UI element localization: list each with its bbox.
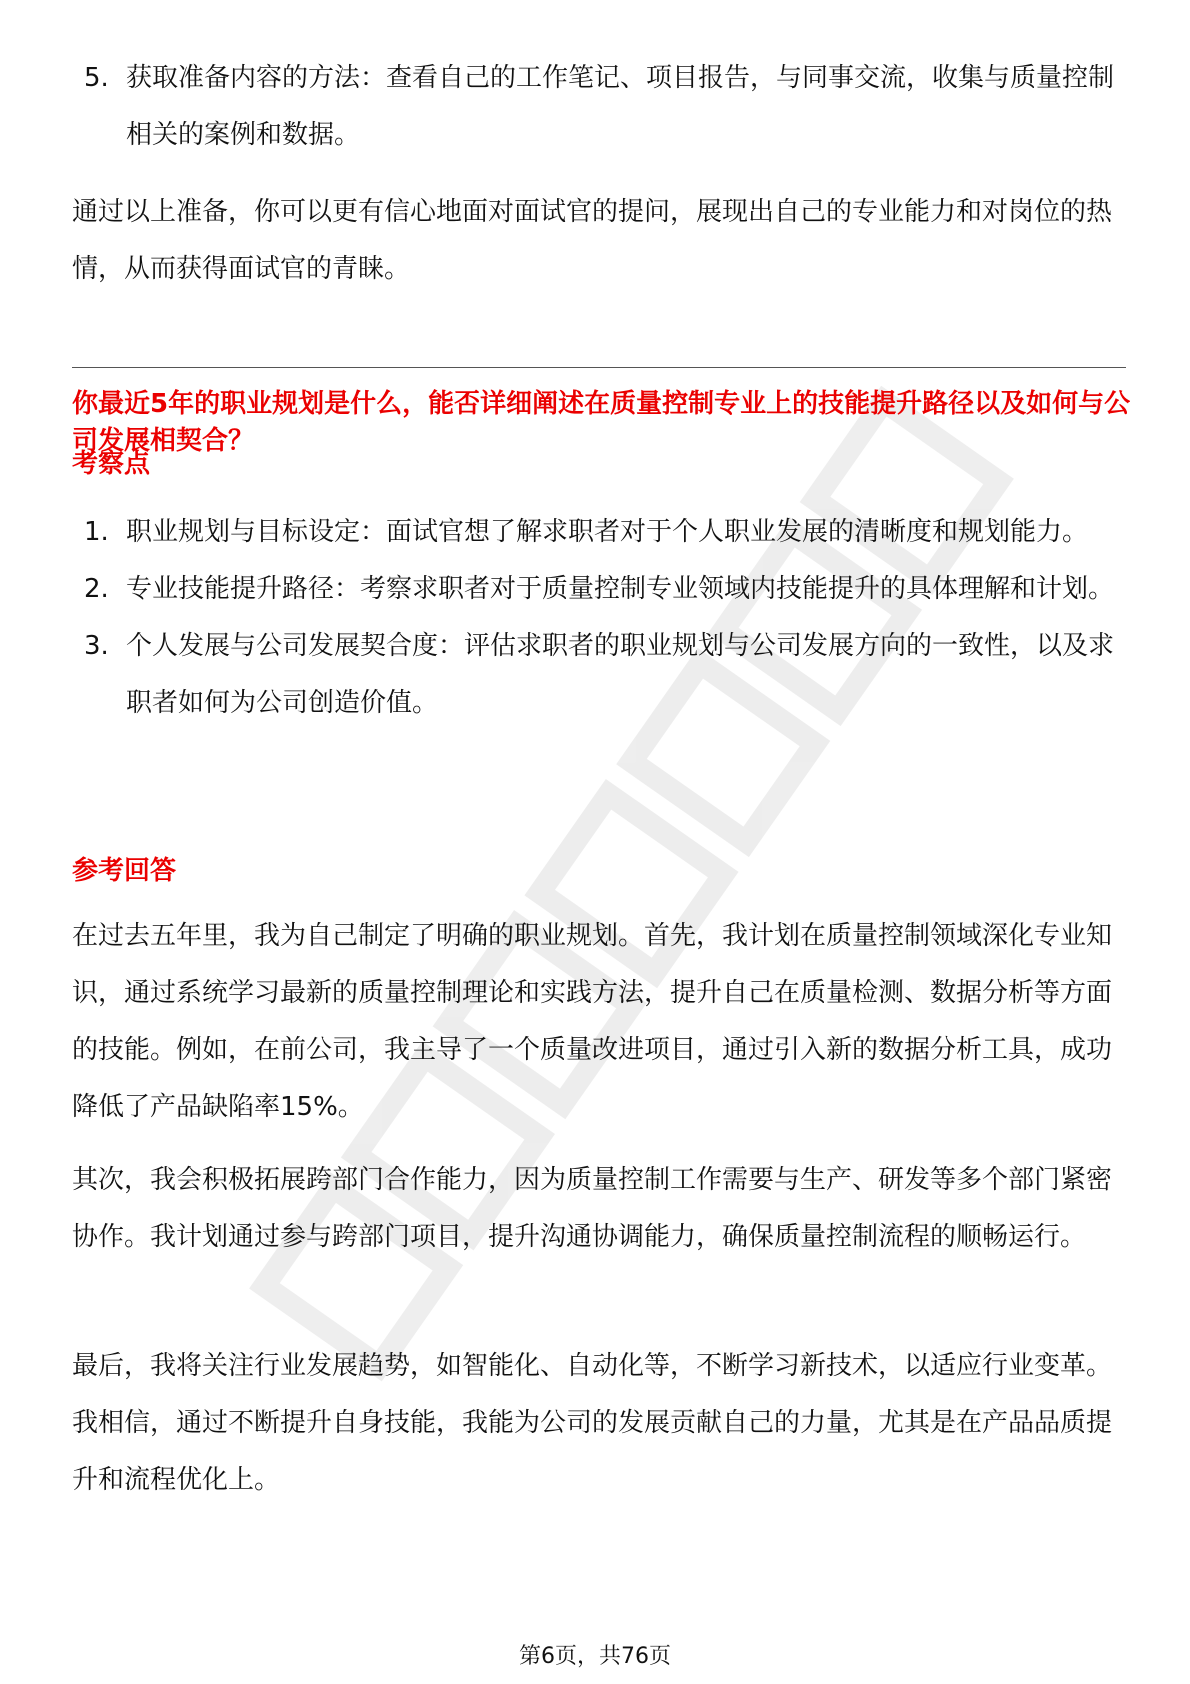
points-list	[72, 504, 1132, 732]
section-title-points: 考察点	[72, 449, 151, 479]
list-text: 专业技能提升路径：考察求职者对于质量控制专业领域内技能提升的具体理解和计划。	[126, 574, 1115, 604]
interview-question: 你最近5年的职业规划是什么，能否详细阐述在质量控制专业上的技能提升路径以及如何与公司发展相契合？	[72, 389, 1131, 456]
answer-paragraph: 在过去五年里，我为自己制定了明确的职业规划。首先，我计划在质量控制领域深化专业知识，通过系统学习最新的质量控制理论和实践方法，提升自己在质量检测、数据分析等方面的技能。例如，在前公司，我主导了一个质量改进项目，通过引入新的数据分析工具，成功降低了产品缺陷率15%。	[72, 921, 1113, 1122]
list-number: 1.	[84, 517, 109, 547]
list-number: 5.	[84, 63, 109, 93]
list-number: 2.	[84, 574, 109, 604]
list-item	[72, 561, 1132, 618]
list-text: 获取准备内容的方法：查看自己的工作笔记、项目报告，与同事交流，收集与质量控制相关的案例和数据。	[126, 63, 1115, 150]
list-item	[72, 504, 1132, 561]
page-footer: 第6页，共76页	[519, 1644, 671, 1669]
section-divider	[72, 367, 1126, 368]
list-text: 个人发展与公司发展契合度：评估求职者的职业规划与公司发展方向的一致性，以及求职者如何为公司创造价值。	[126, 631, 1115, 718]
list-text: 职业规划与目标设定：面试官想了解求职者对于个人职业发展的清晰度和规划能力。	[126, 517, 1089, 547]
list-number: 3.	[84, 631, 109, 661]
answer-paragraph: 其次，我会积极拓展跨部门合作能力，因为质量控制工作需要与生产、研发等多个部门紧密协作。我计划通过参与跨部门项目，提升沟通协调能力，确保质量控制流程的顺畅运行。	[72, 1165, 1113, 1252]
answer-paragraph: 最后，我将关注行业发展趋势，如智能化、自动化等，不断学习新技术，以适应行业变革。我相信，通过不断提升自身技能，我能为公司的发展贡献自己的力量，尤其是在产品品质提升和流程优化上。	[72, 1351, 1113, 1495]
list-item	[72, 618, 1132, 732]
list-item	[72, 50, 1132, 164]
list-top	[72, 50, 1132, 164]
intro-conclusion-paragraph: 通过以上准备，你可以更有信心地面对面试官的提问，展现出自己的专业能力和对岗位的热情，从而获得面试官的青睐。	[72, 197, 1113, 284]
section-title-answer: 参考回答	[72, 856, 177, 886]
